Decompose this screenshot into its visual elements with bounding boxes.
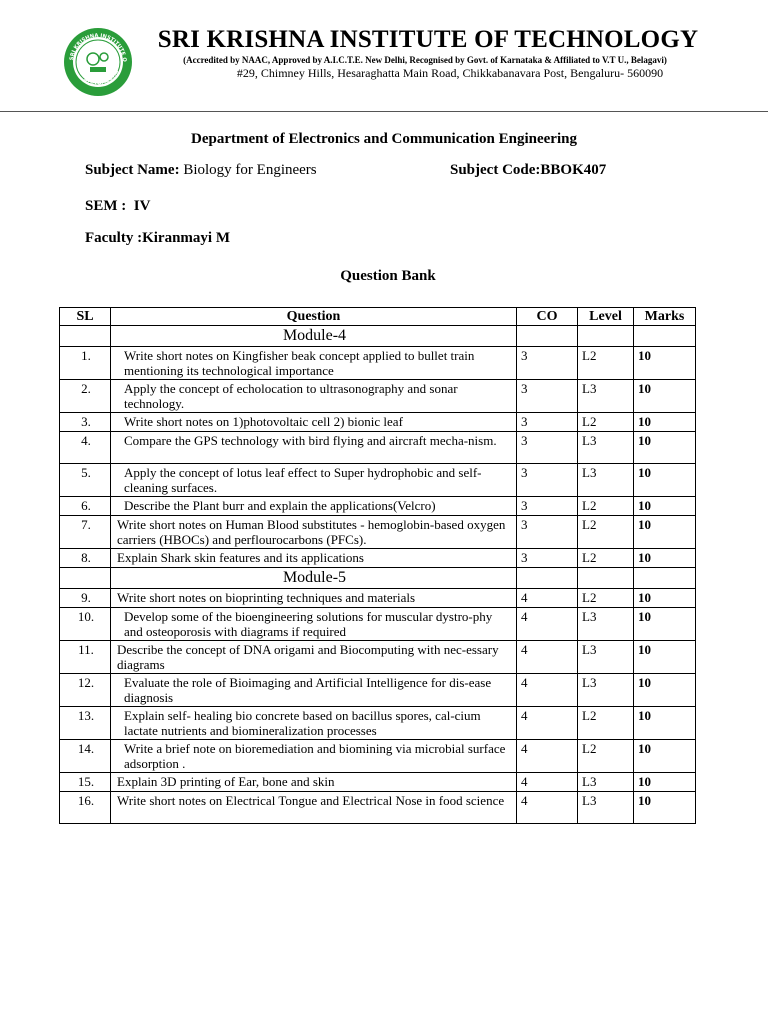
question-text: Describe the concept of DNA origami and Biocomputing with nec-essary diagrams <box>111 641 517 674</box>
institute-address: #29, Chimney Hills, Hesaraghatta Main Road, Chikkabanavara Post, Bengaluru- 560090 <box>236 66 664 80</box>
subject-name-value: Biology for Engineers <box>183 162 317 178</box>
co-value: 3 <box>517 380 578 413</box>
co-value: 4 <box>517 608 578 641</box>
module-row <box>60 326 696 347</box>
level-value: L2 <box>578 497 634 516</box>
col-header-level: Level <box>578 308 634 326</box>
question-text: Compare the GPS technology with bird flying and aircraft mecha-nism. <box>111 432 517 464</box>
co-value: 3 <box>517 549 578 568</box>
table-row <box>60 773 696 792</box>
table-row <box>60 413 696 432</box>
marks-value: 10 <box>634 380 696 413</box>
col-header-marks: Marks <box>634 308 696 326</box>
co-value: 4 <box>517 707 578 740</box>
question-text: Explain self- healing bio concrete based on bacillus spores, cal-cium lactate nutrients and biomineralization processes <box>111 707 517 740</box>
co-value: 4 <box>517 773 578 792</box>
empty-cell <box>634 326 696 347</box>
table-row <box>60 432 696 464</box>
question-text: Apply the concept of lotus leaf effect to Super hydrophobic and self-cleaning surfaces. <box>111 464 517 497</box>
level-value: L3 <box>578 641 634 674</box>
level-value: L2 <box>578 413 634 432</box>
table-row <box>60 707 696 740</box>
marks-value: 10 <box>634 792 696 824</box>
marks-value: 10 <box>634 641 696 674</box>
empty-cell <box>578 326 634 347</box>
row-number: 7. <box>60 516 111 549</box>
table-row <box>60 380 696 413</box>
table-row <box>60 497 696 516</box>
row-number: 12. <box>60 674 111 707</box>
co-value: 3 <box>517 516 578 549</box>
marks-value: 10 <box>634 497 696 516</box>
table-row <box>60 674 696 707</box>
co-value: 4 <box>517 674 578 707</box>
row-number: 2. <box>60 380 111 413</box>
empty-cell <box>60 326 111 347</box>
question-text: Write short notes on Kingfisher beak concept applied to bullet train mentioning its technological importance <box>111 347 517 380</box>
table-row <box>60 589 696 608</box>
level-value: L3 <box>578 792 634 824</box>
module-title: Module-4 <box>111 326 517 347</box>
level-value: L3 <box>578 432 634 464</box>
question-table <box>59 307 696 824</box>
department-title: Department of Electronics and Communication Engineering <box>191 131 577 147</box>
col-header-sl: SL <box>60 308 111 326</box>
row-number: 9. <box>60 589 111 608</box>
table-row <box>60 549 696 568</box>
question-text: Write short notes on Human Blood substitutes - hemoglobin-based oxygen carriers (HBOCs) and perflourocarbons (PFCs). <box>111 516 517 549</box>
table-row <box>60 347 696 380</box>
col-header-co: CO <box>517 308 578 326</box>
level-value: L2 <box>578 589 634 608</box>
table-row <box>60 740 696 773</box>
row-number: 16. <box>60 792 111 824</box>
co-value: 3 <box>517 413 578 432</box>
level-value: L2 <box>578 740 634 773</box>
co-value: 3 <box>517 347 578 380</box>
question-text: Develop some of the bioengineering solutions for muscular dystro-phy and osteoporosis with diagrams if required <box>111 608 517 641</box>
subject-code: Subject Code:BBOK407 <box>450 162 607 178</box>
co-value: 4 <box>517 641 578 674</box>
header-rule <box>0 111 768 112</box>
empty-cell <box>578 568 634 589</box>
semester: SEM : IV <box>85 198 151 214</box>
marks-value: 10 <box>634 674 696 707</box>
marks-value: 10 <box>634 773 696 792</box>
subject-name-row <box>85 162 317 179</box>
marks-value: 10 <box>634 549 696 568</box>
table-row <box>60 608 696 641</box>
svg-text:SRI KRISHNA INSTITUTE OF TECHN: SRI KRISHNA INSTITUTE O <box>69 32 128 63</box>
marks-value: 10 <box>634 516 696 549</box>
table-header-row <box>60 308 696 326</box>
level-value: L3 <box>578 674 634 707</box>
marks-value: 10 <box>634 589 696 608</box>
faculty: Faculty :Kiranmayi M <box>85 230 230 246</box>
marks-value: 10 <box>634 608 696 641</box>
question-text: Write short notes on 1)photovoltaic cell 2) bionic leaf <box>111 413 517 432</box>
question-text: Write short notes on Electrical Tongue and Electrical Nose in food science <box>111 792 517 824</box>
co-value: 3 <box>517 497 578 516</box>
institute-logo <box>63 27 133 97</box>
row-number: 11. <box>60 641 111 674</box>
row-number: 8. <box>60 549 111 568</box>
co-value: 3 <box>517 464 578 497</box>
subject-name-label: Subject Name: <box>85 162 180 178</box>
marks-value: 10 <box>634 740 696 773</box>
question-text: Evaluate the role of Bioimaging and Artificial Intelligence for dis-ease diagnosis <box>111 674 517 707</box>
table-row <box>60 516 696 549</box>
marks-value: 10 <box>634 464 696 497</box>
question-bank-title: Question Bank <box>340 268 436 284</box>
col-header-question: Question <box>111 308 517 326</box>
row-number: 14. <box>60 740 111 773</box>
institute-name: SRI KRISHNA INSTITUTE OF TECHNOLOGY <box>157 26 699 53</box>
co-value: 4 <box>517 792 578 824</box>
row-number: 6. <box>60 497 111 516</box>
empty-cell <box>517 326 578 347</box>
row-number: 13. <box>60 707 111 740</box>
level-value: L2 <box>578 347 634 380</box>
question-text: Apply the concept of echolocation to ultrasonography and sonar technology. <box>111 380 517 413</box>
table-body <box>60 326 696 824</box>
table-row <box>60 641 696 674</box>
empty-cell <box>60 568 111 589</box>
row-number: 10. <box>60 608 111 641</box>
row-number: 5. <box>60 464 111 497</box>
row-number: 4. <box>60 432 111 464</box>
module-title: Module-5 <box>111 568 517 589</box>
level-value: L3 <box>578 773 634 792</box>
level-value: L2 <box>578 549 634 568</box>
module-row <box>60 568 696 589</box>
level-value: L3 <box>578 380 634 413</box>
marks-value: 10 <box>634 413 696 432</box>
question-text: Explain Shark skin features and its applications <box>111 549 517 568</box>
row-number: 3. <box>60 413 111 432</box>
question-text: Write a brief note on bioremediation and biomining via microbial surface adsorption . <box>111 740 517 773</box>
level-value: L2 <box>578 516 634 549</box>
co-value: 3 <box>517 432 578 464</box>
empty-cell <box>634 568 696 589</box>
marks-value: 10 <box>634 432 696 464</box>
level-value: L2 <box>578 707 634 740</box>
accreditation-line: (Accredited by NAAC, Approved by A.I.C.T.E. New Delhi, Recognised by Govt. of Karnataka & Affiliated to V.T U., Belagavi) <box>183 55 667 65</box>
table-row <box>60 464 696 497</box>
empty-cell <box>517 568 578 589</box>
table-row <box>60 792 696 824</box>
question-text: Explain 3D printing of Ear, bone and skin <box>111 773 517 792</box>
row-number: 15. <box>60 773 111 792</box>
question-text: Describe the Plant burr and explain the applications(Velcro) <box>111 497 517 516</box>
co-value: 4 <box>517 740 578 773</box>
marks-value: 10 <box>634 707 696 740</box>
level-value: L3 <box>578 464 634 497</box>
row-number: 1. <box>60 347 111 380</box>
svg-text:BANGALORE: BANGALORE <box>82 68 121 87</box>
question-text: Write short notes on bioprinting techniques and materials <box>111 589 517 608</box>
co-value: 4 <box>517 589 578 608</box>
level-value: L3 <box>578 608 634 641</box>
marks-value: 10 <box>634 347 696 380</box>
